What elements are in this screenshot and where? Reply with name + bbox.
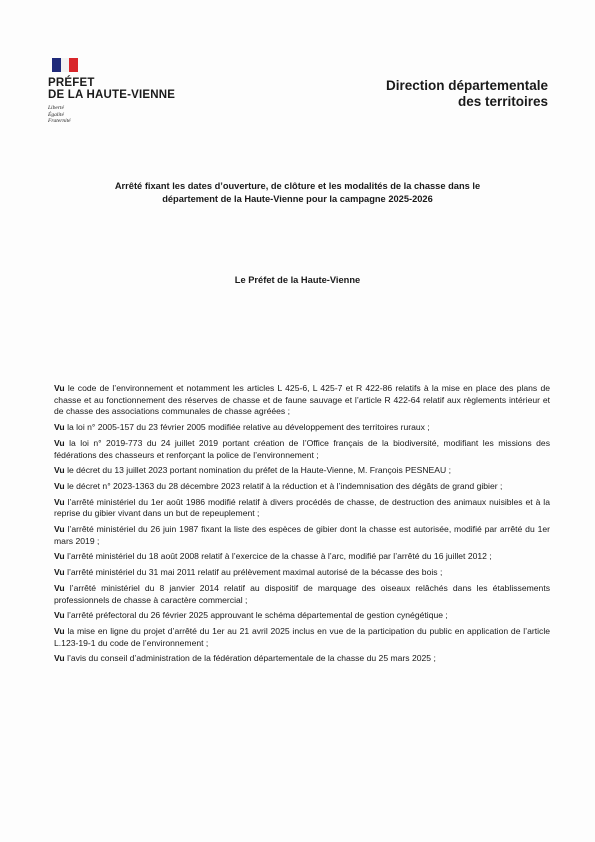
visa-text: l’arrêté ministériel du 8 janvier 2014 relatif au dispositif de marquage des oiseaux relâchés dans les établissements professionnels de chasse à caractère commercial ; bbox=[54, 582, 550, 605]
visa-lead: Vu bbox=[54, 383, 65, 393]
visa-item bbox=[54, 497, 550, 520]
motto-line: Égalité bbox=[48, 111, 64, 118]
visa-text: l’arrêté ministériel du 31 mai 2011 relatif au prélèvement maximal autorisé de la bécasse des bois ; bbox=[67, 567, 443, 578]
visa-text: l’avis du conseil d’administration de la fédération départementale de la chasse du 25 mars 2025 ; bbox=[67, 653, 436, 664]
motto-line: Liberté bbox=[48, 105, 64, 111]
visa-lead: Vu bbox=[54, 524, 65, 535]
visa-item bbox=[54, 438, 550, 461]
prefecture-logo bbox=[48, 58, 175, 125]
visa-text: l’arrêté préfectoral du 26 février 2025 approuvant le schéma départemental de gestion cynégétique ; bbox=[67, 610, 448, 621]
visa-lead: Vu bbox=[54, 437, 65, 448]
visa-item bbox=[54, 465, 550, 477]
visa-item bbox=[54, 551, 550, 563]
title-line: département de la Haute-Vienne pour la campagne 2025-2026 bbox=[162, 194, 433, 204]
visa-text: la mise en ligne du projet d’arrêté du 1er au 21 avril 2025 inclus en vue de la participation du public en application de l’article L.123-19-1 du code de l’environnement ; bbox=[54, 625, 551, 648]
visa-lead: Vu bbox=[54, 582, 65, 593]
visa-item bbox=[54, 383, 550, 418]
prefecture-name bbox=[48, 77, 175, 101]
visa-text: l’arrêté ministériel du 1er août 1986 modifié relatif à divers procédés de chasse, de destruction des animaux nuisibles et à la reprise du gibier vivant dans un but de repeuplement ; bbox=[54, 496, 550, 519]
document-title bbox=[60, 180, 535, 206]
motto-line: Fraternité bbox=[48, 118, 71, 124]
visa-list bbox=[54, 383, 550, 669]
direction-line: Direction départementale bbox=[385, 78, 548, 93]
visa-text: la loi n° 2019-773 du 24 juillet 2019 portant création de l’Office français de la biodiversité, modifiant les missions des fédérations des chasseurs et renforçant la police de l’environnement ; bbox=[54, 437, 550, 460]
visa-text: le code de l’environnement et notamment les articles L 425-6, L 425-7 et R 422-86 relatifs à la mise en place des plans de chasse et au fonctionnement des réserves de chasse et de faune sauvage et l’article R 422-64 relatif aux règlements intérieur et de chasse des associations communales de chasse agréées ; bbox=[54, 383, 551, 417]
visa-text: le décret n° 2023-1363 du 28 décembre 2023 relatif à la réduction et à l’indemnisation des dégâts de grand gibier ; bbox=[67, 480, 503, 491]
visa-item bbox=[54, 653, 550, 665]
title-line: Arrêté fixant les dates d’ouverture, de clôture et les modalités de la chasse dans le bbox=[114, 181, 481, 191]
prefecture-line: PRÉFET bbox=[48, 77, 95, 89]
visa-item bbox=[54, 583, 550, 606]
prefecture-line: DE LA HAUTE-VIENNE bbox=[48, 89, 176, 101]
visa-text: l’arrêté ministériel du 18 août 2008 relatif à l’exercice de la chasse à l’arc, modifié par l’arrêté du 16 juillet 2012 ; bbox=[67, 551, 492, 562]
issuing-authority: Le Préfet de la Haute-Vienne bbox=[234, 275, 361, 285]
visa-lead: Vu bbox=[54, 496, 65, 507]
visa-lead: Vu bbox=[54, 480, 65, 491]
visa-item bbox=[54, 481, 550, 493]
visa-lead: Vu bbox=[54, 422, 65, 433]
visa-text: le décret du 13 juillet 2023 portant nomination du préfet de la Haute-Vienne, M. François PESNEAU ; bbox=[67, 465, 451, 476]
visa-item bbox=[54, 422, 550, 434]
visa-item bbox=[54, 626, 550, 649]
issuing-direction bbox=[386, 78, 548, 110]
direction-line: des territoires bbox=[457, 94, 548, 109]
visa-lead: Vu bbox=[54, 465, 65, 476]
visa-lead: Vu bbox=[54, 625, 65, 636]
visa-text: l’arrêté ministériel du 26 juin 1987 fixant la liste des espèces de gibier dont la chasse est autorisée, modifié par arrêté du 1er mars 2019 ; bbox=[54, 524, 550, 546]
visa-item bbox=[54, 524, 550, 547]
visa-lead: Vu bbox=[54, 567, 65, 578]
visa-lead: Vu bbox=[54, 610, 65, 621]
marianne-flag-icon bbox=[52, 58, 78, 72]
visa-lead: Vu bbox=[54, 551, 65, 562]
visa-item bbox=[54, 610, 550, 622]
visa-text: la loi n° 2005-157 du 23 février 2005 modifiée relative au développement des territoires ruraux ; bbox=[67, 422, 430, 433]
visa-item bbox=[54, 567, 550, 579]
republic-motto bbox=[48, 105, 175, 125]
visa-lead: Vu bbox=[54, 653, 65, 664]
